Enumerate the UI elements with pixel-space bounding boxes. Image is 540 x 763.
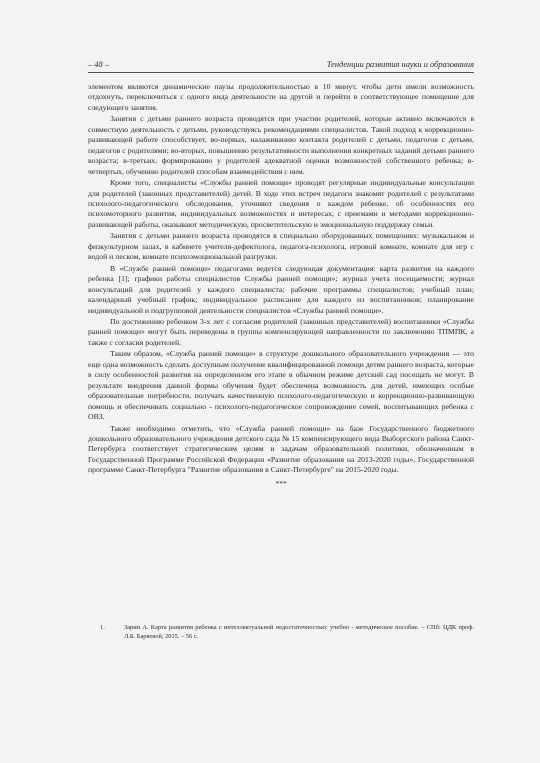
page-header xyxy=(88,58,474,72)
footnote-text: Зарин А. Карта развития ребенка с интеллектуальной недостаточностью: учебно - методическое пособие. – СПб: ЦДК проф. Л.Б. Баряевой, 2015. – 56 с. xyxy=(124,624,474,641)
header-rule xyxy=(88,72,474,73)
paragraph-4: Занятия с детьми раннего возраста проводятся в специально оборудованных помещениях: музыкальном и физкультурном залах, в кабинете учителя-дефектолога, педагога-психолога, игровой комнате, комнате для игр с водой и песком, комнате психоэмоциональной разгрузки. xyxy=(88,231,474,262)
footnote-number: 1. xyxy=(100,624,105,631)
journal-title: Тенденции развития науки и образования xyxy=(326,60,474,69)
paragraph-2: Занятия с детьми раннего возраста проводятся при участии родителей, которые активно включаются в совместную деятельность с детьми, руководствуясь рекомендациями специалистов. Такой подход к коррекционно-развивающей работе способствует, во-первых, налаживанию контакта родителей с детьми, педагогов с детьми, педагогов с родителями; во-вторых, повышению результативности выполнения конкретных заданий детьми раннего возраста; в-третьих, формированию у родителей адекватной оценки возможностей собственного ребенка; в-четвертых, обучению родителей способам взаимодействия с ним. xyxy=(88,114,474,176)
paragraph-1: элементом являются динамические паузы продолжительностью в 10 минут, чтобы дети имели возможность отдохнуть, переключиться с одного вида деятельности на другой и перейти в соответствующее помещение для следующего занятия. xyxy=(88,82,474,112)
article-body xyxy=(88,82,474,490)
footnote xyxy=(100,623,474,642)
paragraph-7: Таким образом, «Служба ранней помощи» в структуре дошкольного образовательного учреждения — это еще одна возможность сделать доступным получение квалифицированной помощи детям раннего возраста, которые в силу особенностей развития на определенном его этапе в обычном режиме детский сад посещать не могут. В результате внедрения данной формы обучения будет обеспечена возможность для детей, имеющих особые образовательные потребности, получать качественную психолого-педагогическую и коррекционно-развивающую помощь и обеспечивать социально - психолого-педагогическое сопровождение семей, воспитывающих ребенка с ОВЗ. xyxy=(88,349,474,422)
section-separator: *** xyxy=(275,478,287,488)
paragraph-8: Также необходимо отметить, что «Служба ранней помощи» на базе Государственного бюджетного дошкольного образовательного учреждения детского сада № 15 компенсирующего вида Выборгского района Санкт-Петербурга соответствует стратегическим целям и задачам образовательной политики, обозначенным в Государственной Программе Российской Федерации «Развитие образования на 2013-2020 годы», Государственной программе Санкт-Петербурга "Развитие образования в Санкт-Петербурге" на 2015-2020 годы. xyxy=(88,423,474,475)
paragraph-6: По достижению ребенком 3-х лет с согласия родителей (законных представителей) воспитанники «Службы ранней помощи» могут быть переведены в группы компенсирующей направленности по заключению ТПМПК, а также с согласия родителей. xyxy=(88,316,474,347)
page-number: – 48 – xyxy=(88,60,109,69)
paragraph-3: Кроме того, специалисты «Службы ранней помощи» проводят регулярные индивидуальные консультации для родителей (законных представителей) детей. В ходе этих встреч педагоги знакомят родителей с результатами психолого-педагогического обследования, уточняют сведения о каждом ребенке, об особенностях его психомоторного развития, индивидуальных возможностях и интересах, с приемами и методами коррекционно-развивающей работы, оказывают методическую, просветительскую и эмоциональную поддержку семьи. xyxy=(88,178,474,229)
paragraph-5: В «Службе ранней помощи» педагогами ведется следующая документация: карта развития на каждого ребенка [1]; графики работы специалистов Службы ранней помощи»; журнал учета посещаемости; журнал консультаций для родителей у каждого специалиста; рабочие программы специалистов; учебный план; календарный учебный график; индивидуальное расписание для каждого из воспитанников; планирование индивидуальной и подгрупповой деятельности специалистов «Службы ранней помощи». xyxy=(88,263,474,315)
